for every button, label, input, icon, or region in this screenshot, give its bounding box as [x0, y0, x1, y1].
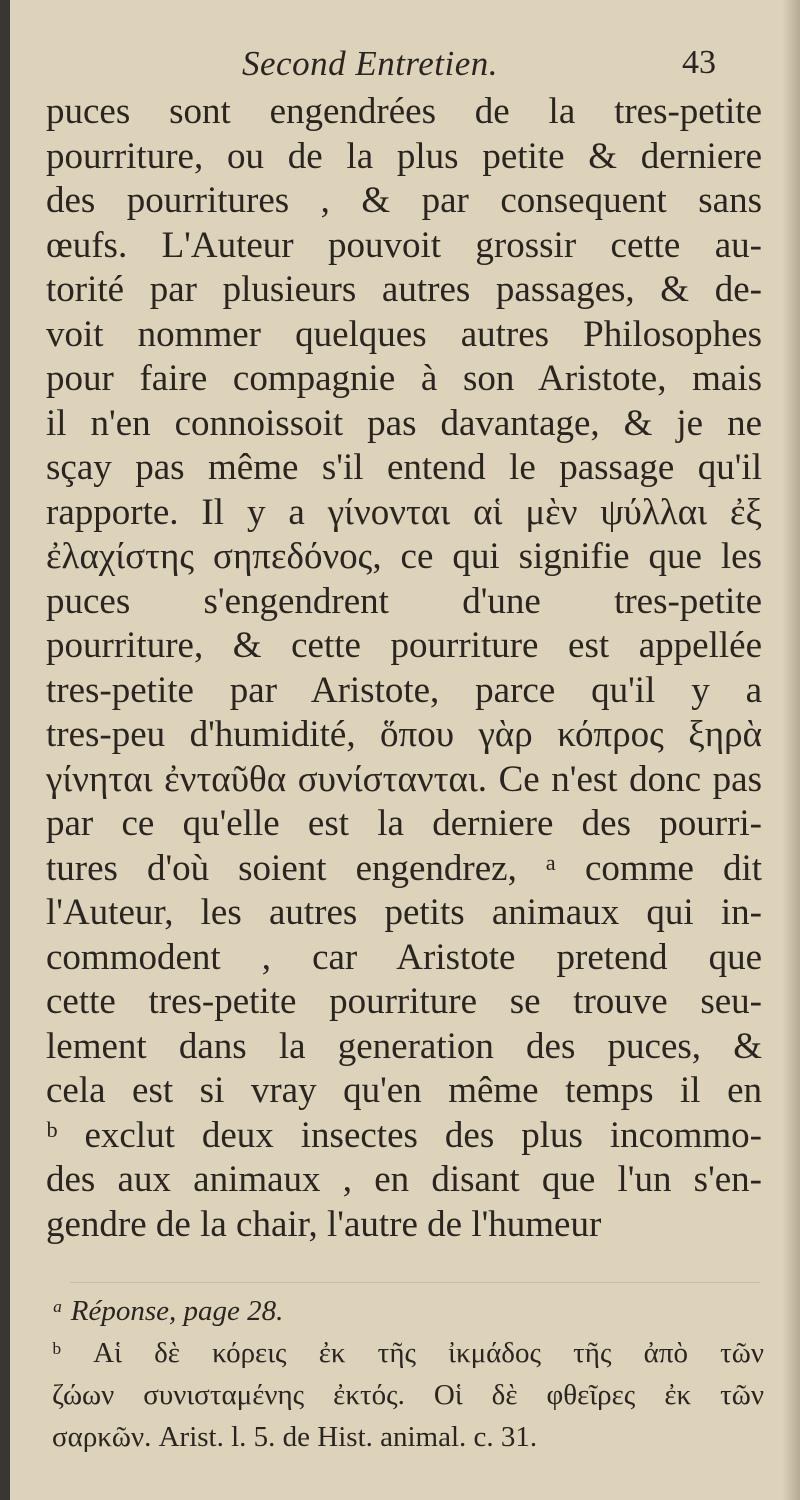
page-header — [10, 44, 800, 90]
text-line: rapporte. Il y a γίνονται αἱ μὲν ψύλλαι ἐξ — [46, 491, 762, 533]
text-line: voit nommer quelques autres Philosophes — [46, 313, 762, 355]
text-line: des aux animaux , en disant que l'un s'en- — [46, 1159, 762, 1200]
text-line: puces sont engendrées de la tres-petite — [46, 91, 762, 132]
text-line: cela est si vray qu'en même temps il en — [46, 1070, 762, 1111]
running-title: Second Entretien. — [242, 44, 499, 83]
body-text — [46, 90, 762, 1247]
text-line: pour faire compagnie à son Aristote, mais — [46, 358, 762, 399]
text-line: tres-petite par Aristote, parce qu'il y a — [46, 669, 762, 711]
text-line: ᵇ exclut deux insectes des plus incommo- — [46, 1114, 762, 1156]
text-line: pourriture, ou de la plus petite & derniere — [46, 135, 762, 177]
footnote-b-line: σαρκῶν. Arist. l. 5. de Hist. animal. c. 31. — [52, 1421, 538, 1453]
text-line: lement dans la generation des puces, & — [46, 1025, 762, 1067]
text-line: ἐλαχίστης σηπεδόνος, ce qui signifie que les — [46, 536, 762, 577]
text-line: pourriture, & cette pourriture est appellée — [46, 625, 762, 666]
text-line: des pourritures , & par consequent sans — [46, 180, 762, 221]
page-number: 43 — [682, 44, 716, 81]
book-page — [10, 0, 800, 1500]
text-line: par ce qu'elle est la derniere des pourri- — [46, 803, 762, 844]
text-line: sçay pas même s'il entend le passage qu'il — [46, 447, 762, 488]
footnote-b-line: ᵇ Αἱ δὲ κόρεις ἐκ τῆς ἰκμάδος τῆς ἀπὸ τῶν — [52, 1337, 764, 1369]
footnote-b-line: ζώων συνισταμένης ἐκτός. Οἱ δὲ φθεῖρες ἐκ τῶν — [52, 1379, 764, 1411]
text-line: il n'en connoissoit pas davantage, & je ne — [46, 402, 762, 444]
footnotes — [52, 1290, 764, 1458]
text-line: commodent , car Aristote pretend que — [46, 936, 762, 978]
text-line: torité par plusieurs autres passages, & de- — [46, 269, 762, 310]
text-line: l'Auteur, les autres petits animaux qui in- — [46, 892, 762, 933]
text-line: gendre de la chair, l'autre de l'humeur — [46, 1203, 602, 1245]
text-line: tures d'où soient engendrez, ᵃ comme dit — [46, 847, 762, 889]
text-line: tres-peu d'humidité, ὅπου γὰρ κόπρος ξηρὰ — [46, 714, 762, 755]
text-line: puces s'engendrent d'une tres-petite — [46, 580, 762, 622]
text-line: œufs. L'Auteur pouvoit grossir cette au- — [46, 224, 762, 266]
footnote-a: ᵃ Réponse, page 28. — [52, 1295, 284, 1327]
footnote-divider — [70, 1282, 760, 1283]
text-line: γίνηται ἐνταῦθα συνίστανται. Ce n'est donc pas — [46, 758, 762, 800]
text-line: cette tres-petite pourriture se trouve seu- — [46, 981, 762, 1022]
